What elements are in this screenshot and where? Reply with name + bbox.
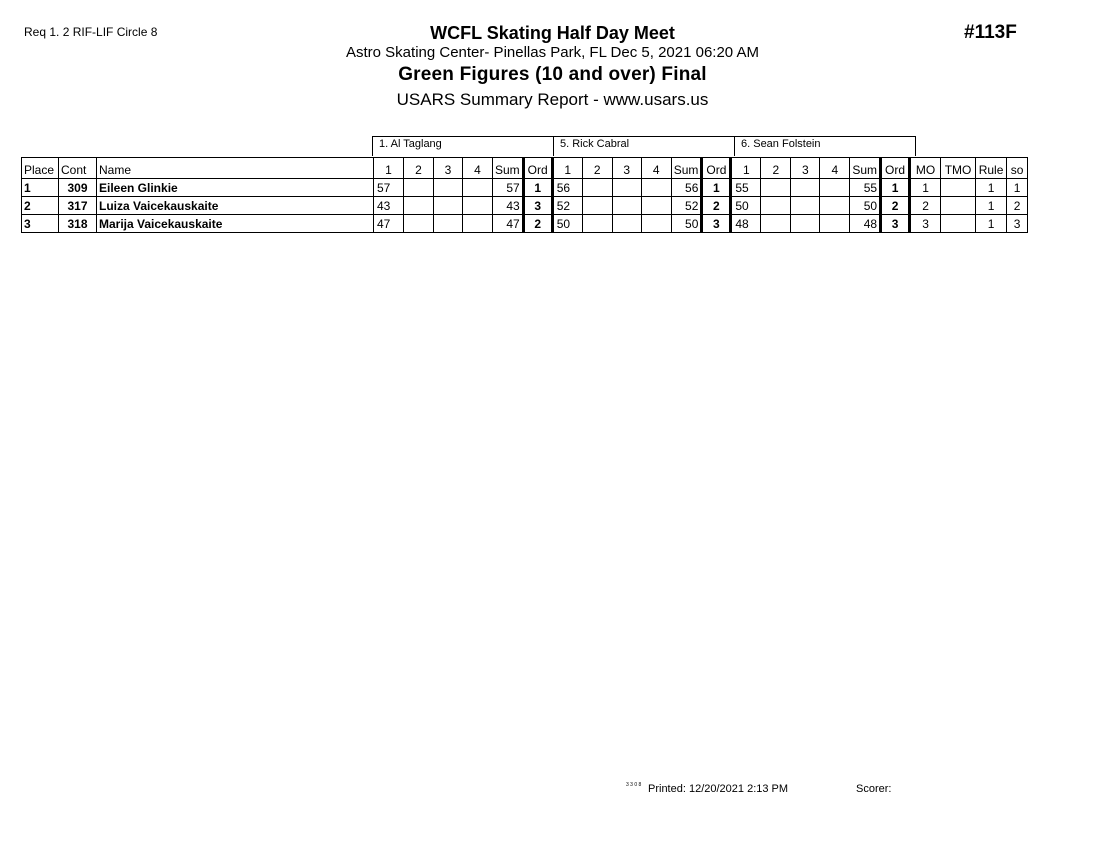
score-3-cell (434, 197, 463, 215)
col-j3-sum: Sum (850, 158, 881, 179)
col-j1-s4: 4 (463, 158, 493, 179)
score-2-cell (582, 179, 612, 197)
score-3-cell (612, 197, 641, 215)
col-j2-sum: Sum (671, 158, 702, 179)
score-3-cell (791, 197, 820, 215)
meet-title: WCFL Skating Half Day Meet (430, 23, 675, 43)
score-3-cell (434, 215, 463, 233)
tmo-cell (941, 197, 976, 215)
report-title: USARS Summary Report - www.usars.us (396, 90, 709, 109)
score-4-cell (641, 215, 671, 233)
judge-header-1: 1. Al Taglang (372, 136, 554, 156)
score-1-cell: 56 (552, 179, 582, 197)
col-j2-s2: 2 (582, 158, 612, 179)
score-1-cell: 50 (552, 215, 582, 233)
sum-cell: 48 (850, 215, 881, 233)
score-4-cell (463, 197, 493, 215)
sum-cell: 56 (671, 179, 702, 197)
sum-cell: 47 (493, 215, 524, 233)
tmo-cell (941, 215, 976, 233)
ordinal-cell: 1 (881, 179, 910, 197)
col-tmo: TMO (941, 158, 976, 179)
col-place: Place (22, 158, 59, 179)
col-j3-ord: Ord (881, 158, 910, 179)
score-1-cell: 55 (731, 179, 761, 197)
col-so: so (1007, 158, 1028, 179)
score-2-cell (761, 197, 791, 215)
mo-cell: 1 (910, 179, 941, 197)
score-2-cell (761, 179, 791, 197)
ordinal-cell: 2 (702, 197, 731, 215)
rule-cell: 1 (976, 179, 1007, 197)
score-3-cell (612, 179, 641, 197)
col-j2-s1: 1 (552, 158, 582, 179)
score-3-cell (434, 179, 463, 197)
rule-cell: 1 (976, 215, 1007, 233)
score-1-cell: 43 (374, 197, 404, 215)
sum-cell: 52 (671, 197, 702, 215)
col-j1-ord: Ord (523, 158, 552, 179)
tmo-cell (941, 179, 976, 197)
col-j3-s4: 4 (820, 158, 850, 179)
score-3-cell (791, 215, 820, 233)
score-3-cell (612, 215, 641, 233)
cont-cell: 317 (59, 197, 97, 215)
header-row (22, 158, 1028, 179)
cont-cell: 309 (59, 179, 97, 197)
table-row (22, 215, 1028, 233)
col-name: Name (97, 158, 374, 179)
mo-cell: 3 (910, 215, 941, 233)
score-2-cell (582, 215, 612, 233)
score-3-cell (791, 179, 820, 197)
judge-header-2: 5. Rick Cabral (553, 136, 735, 156)
ordinal-cell: 3 (881, 215, 910, 233)
col-j3-s2: 2 (761, 158, 791, 179)
sum-cell: 50 (671, 215, 702, 233)
score-1-cell: 50 (731, 197, 761, 215)
judge-header-3: 6. Sean Folstein (734, 136, 916, 156)
event-title: Green Figures (10 and over) Final (398, 64, 707, 85)
ordinal-cell: 2 (523, 215, 552, 233)
col-mo: MO (910, 158, 941, 179)
sum-cell: 57 (493, 179, 524, 197)
score-2-cell (761, 215, 791, 233)
cont-cell: 318 (59, 215, 97, 233)
score-1-cell: 47 (374, 215, 404, 233)
score-2-cell (582, 197, 612, 215)
sum-cell: 43 (493, 197, 524, 215)
score-4-cell (820, 179, 850, 197)
table-row (22, 179, 1028, 197)
col-j1-s3: 3 (434, 158, 463, 179)
event-number: #113F (964, 22, 1017, 43)
name-cell: Luiza Vaicekauskaite (97, 197, 374, 215)
score-4-cell (820, 197, 850, 215)
score-4-cell (463, 215, 493, 233)
printed-timestamp: Printed: 12/20/2021 2:13 PM (648, 783, 789, 795)
sum-cell: 50 (850, 197, 881, 215)
name-cell: Eileen Glinkie (97, 179, 374, 197)
place-cell: 1 (22, 179, 59, 197)
table-row (22, 197, 1028, 215)
place-cell: 2 (22, 197, 59, 215)
score-4-cell (463, 179, 493, 197)
ordinal-cell: 3 (702, 215, 731, 233)
ordinal-cell: 1 (523, 179, 552, 197)
name-cell: Marija Vaicekauskaite (97, 215, 374, 233)
score-4-cell (641, 179, 671, 197)
score-1-cell: 57 (374, 179, 404, 197)
score-4-cell (820, 215, 850, 233)
so-cell: 2 (1007, 197, 1028, 215)
col-j3-s3: 3 (791, 158, 820, 179)
ordinal-cell: 2 (881, 197, 910, 215)
score-2-cell (404, 197, 434, 215)
scorer-label: Scorer: (856, 783, 892, 795)
score-4-cell (641, 197, 671, 215)
so-cell: 1 (1007, 179, 1028, 197)
requirement-label: Req 1. 2 RIF-LIF Circle 8 (24, 25, 158, 39)
score-1-cell: 52 (552, 197, 582, 215)
col-j1-s2: 2 (404, 158, 434, 179)
score-2-cell (404, 179, 434, 197)
col-cont: Cont (59, 158, 97, 179)
score-2-cell (404, 215, 434, 233)
mo-cell: 2 (910, 197, 941, 215)
col-j2-s3: 3 (612, 158, 641, 179)
score-1-cell: 48 (731, 215, 761, 233)
so-cell: 3 (1007, 215, 1028, 233)
ordinal-cell: 3 (523, 197, 552, 215)
meet-location: Astro Skating Center- Pinellas Park, FL Dec 5, 2021 06:20 AM (346, 44, 759, 61)
col-rule: Rule (976, 158, 1007, 179)
place-cell: 3 (22, 215, 59, 233)
ordinal-cell: 1 (702, 179, 731, 197)
footer-code: 3 3 0 8 (626, 782, 642, 788)
col-j1-sum: Sum (493, 158, 524, 179)
col-j3-s1: 1 (731, 158, 761, 179)
sum-cell: 55 (850, 179, 881, 197)
col-j2-s4: 4 (641, 158, 671, 179)
col-j1-s1: 1 (374, 158, 404, 179)
results-table (21, 157, 1028, 233)
col-j2-ord: Ord (702, 158, 731, 179)
rule-cell: 1 (976, 197, 1007, 215)
